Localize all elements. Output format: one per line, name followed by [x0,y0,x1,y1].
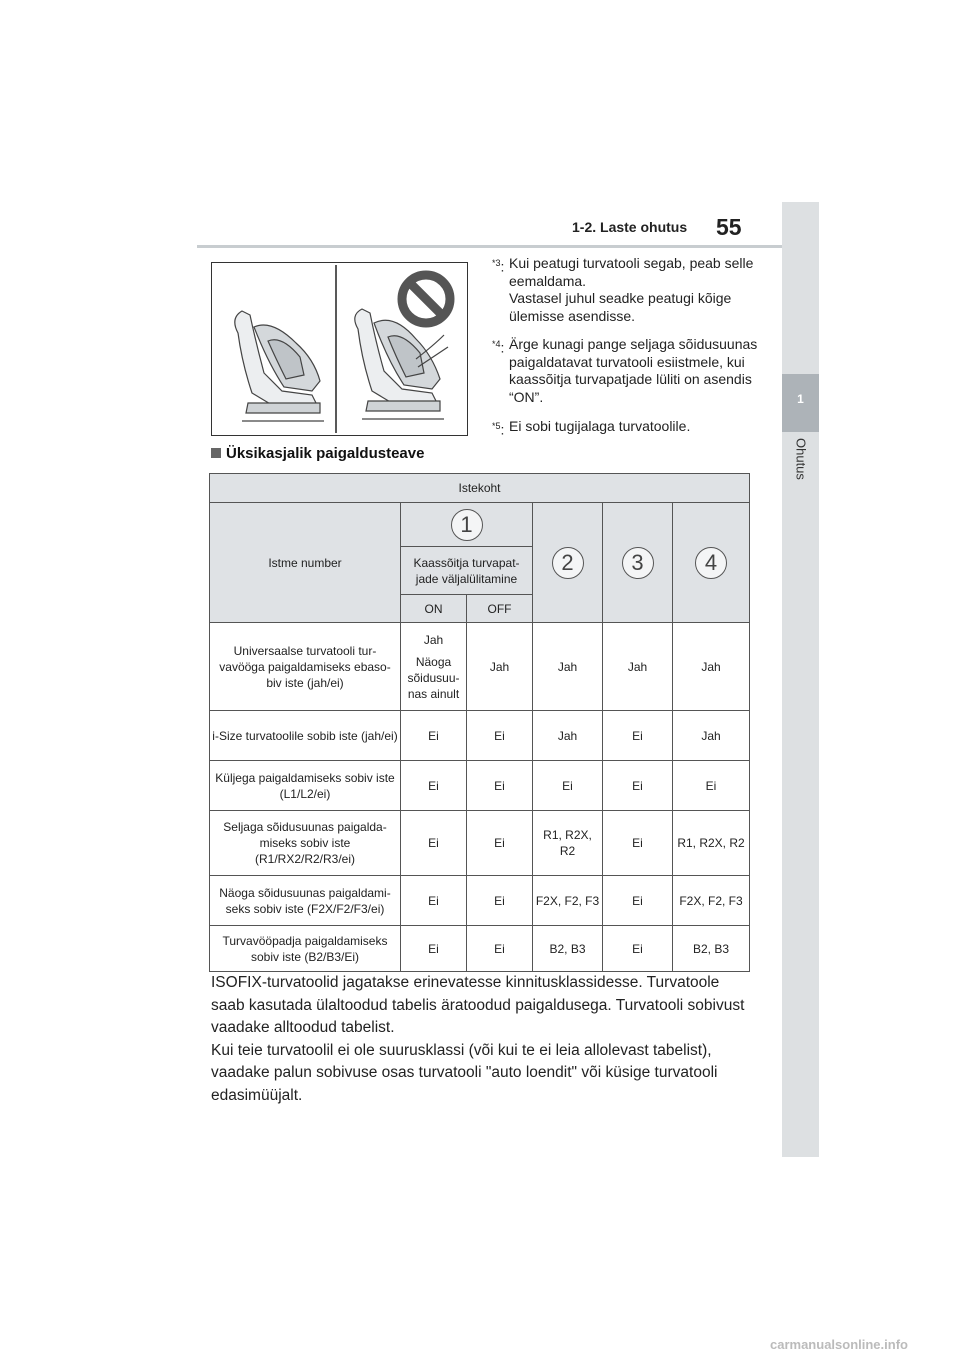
seat-2-header [533,503,603,623]
cell-note: Näoga sõidusuu-nas ainult [407,654,460,701]
cell-seat-2: Jah [533,711,603,761]
isofix-installation-table [209,473,750,972]
cell-on: Ei [401,876,467,926]
cell-seat-3: Ei [603,811,673,876]
row-label: i-Size turvatoolile sobib iste (jah/ei) [210,711,401,761]
page-number: 55 [716,214,742,240]
cell-seat-4: B2, B3 [673,926,750,972]
note-text: Ärge kunagi pange seljaga sõidusuunas paigaldatavat turvatooli esiistmele, kui kaassõitja turvapatjade lüliti on asendis “ON”. [509,336,758,405]
cell-on: Ei [401,811,467,876]
airbag-switch-header: Kaassõitja turvapat-jade väljalülitamine [401,547,533,595]
cell-seat-4: Jah [673,623,750,711]
cell-value: Jah [423,632,444,647]
table-row [210,761,750,811]
row-label: Küljega paigaldamiseks sobiv iste (L1/L2/ei) [210,761,401,811]
seat-number-badge: 2 [552,547,584,579]
table-row [210,876,750,926]
cell-seat-2: Ei [533,761,603,811]
cell-off: Ei [467,876,533,926]
cell-on: Ei [401,711,467,761]
watermark: carmanualsonline.info [770,1337,908,1352]
child-seat-drawing [212,263,467,435]
seat-1-header [401,503,533,547]
cell-seat-3: Ei [603,926,673,972]
table-row [210,711,750,761]
paragraph: ISOFIX-turvatoolid jagatakse erinevatesse kinnitusklassidesse. Turvatoole saab kasutada ülaltoodud tabelis äratoodud paigaldusega. Turvatooli sobivust vaadake alltoodud tabelist. [211,974,745,1036]
row-label: Näoga sõidusuunas paigaldami-seks sobiv iste (F2X/F2/F3/ei) [210,876,401,926]
cell-seat-2: Jah [533,623,603,711]
chapter-label: Ohutus [793,438,809,480]
prohibited-icon [402,275,450,323]
seat-without-headrest-icon [235,311,324,421]
body-text [211,972,756,1107]
cell-off: Ei [467,711,533,761]
section-title: 1-2. Laste ohutus [572,219,688,235]
seat-number-badge: 1 [451,509,483,541]
note-mark: $^{*3}$: [492,258,505,275]
cell-on: Ei [401,926,467,972]
chapter-number: 1 [797,392,804,406]
row-label: Universaalse turvatooli tur-vavööga paigaldamiseks ebaso-biv iste (jah/ei) [210,623,401,711]
cell-seat-3: Ei [603,711,673,761]
table-row [210,623,750,711]
switch-on-header: ON [401,595,467,623]
cell-seat-2: B2, B3 [533,926,603,972]
child-seat-illustration [211,262,468,436]
cell-seat-3: Ei [603,761,673,811]
row-label: Turvavööpadja paigaldamiseks sobiv iste (B2/B3/Ei) [210,926,401,972]
seat-number-badge: 4 [695,547,727,579]
cell-on [401,623,467,711]
note-text: Vastasel juhul seadke peatugi kõige ülemisse asendisse. [509,290,732,324]
cell-seat-2: R1, R2X, R2 [533,811,603,876]
cell-seat-4: Ei [673,761,750,811]
seat-position-header: Istekoht [210,474,750,503]
seat-number-header: Istme number [210,503,401,623]
table-row [210,811,750,876]
header-rule [197,245,782,248]
cell-off: Ei [467,926,533,972]
cell-seat-4: Jah [673,711,750,761]
seat-3-header [603,503,673,623]
square-bullet-icon [211,448,221,458]
seat-number-badge: 3 [622,547,654,579]
table-row [210,926,750,972]
section-heading: Üksikasjalik paigaldusteave [211,445,424,462]
cell-seat-4: F2X, F2, F3 [673,876,750,926]
cell-seat-3: Jah [603,623,673,711]
cell-on: Ei [401,761,467,811]
paragraph: Kui teie turvatoolil ei ole suurusklassi (või kui te ei leia allolevast tabelist), vaadake palun sobivuse osas turvatooli "auto loendit" või küsige turvatooli edasimüüjalt. [211,1041,718,1104]
row-label: Seljaga sõidusuunas paigalda-miseks sobiv iste (R1/RX2/R2/R3/ei) [210,811,401,876]
note-text: Kui peatugi turvatooli segab, peab selle eemaldama. [509,255,754,289]
cell-seat-3: Ei [603,876,673,926]
chapter-side-tab [782,202,819,1157]
note-mark: $^{*5}$: [492,421,505,438]
cell-seat-4: R1, R2X, R2 [673,811,750,876]
note-mark: $^{*4}$: [492,339,505,356]
switch-off-header: OFF [467,595,533,623]
note-text: Ei sobi tugijalaga turvatoolile. [509,418,691,434]
cell-off: Ei [467,761,533,811]
cell-off: Ei [467,811,533,876]
cell-seat-2: F2X, F2, F3 [533,876,603,926]
cell-off: Jah [467,623,533,711]
seat-4-header [673,503,750,623]
